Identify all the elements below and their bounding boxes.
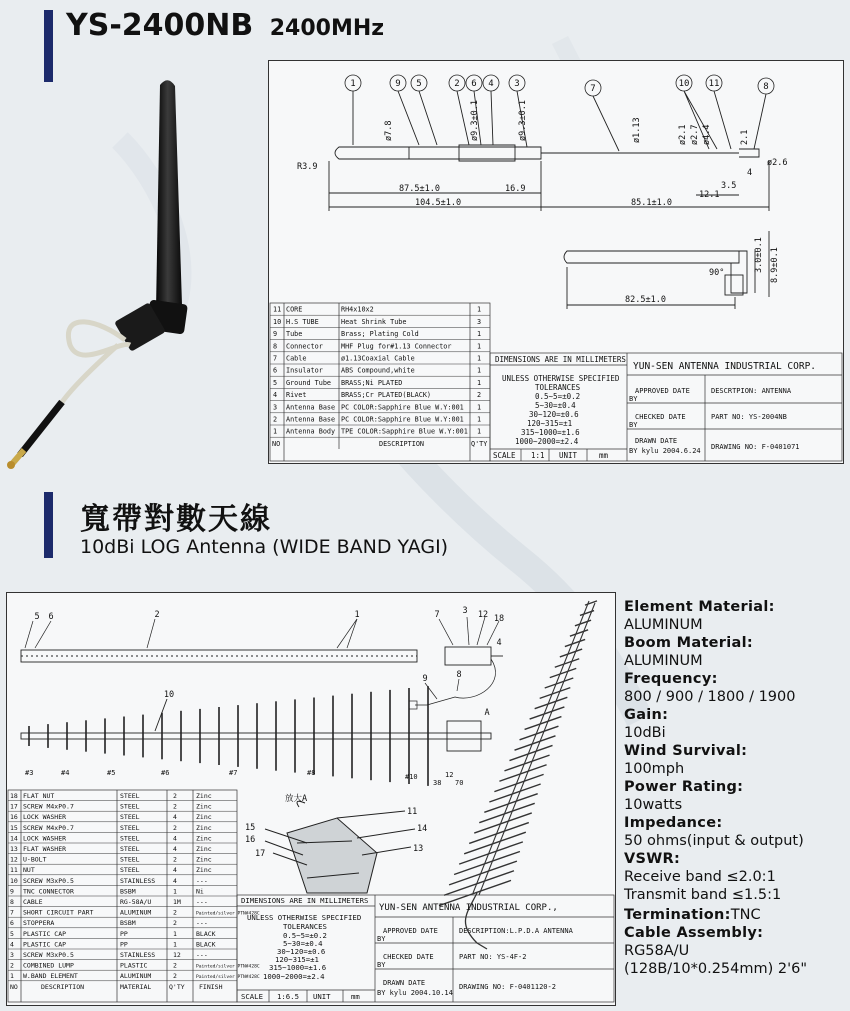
bom2-header-mat: MATERIAL (120, 982, 152, 991)
balloon-1b: 1 (354, 610, 360, 620)
bom2-row-finish: Zinc (196, 845, 212, 853)
bom1-row-part: H.S TUBE (286, 317, 319, 326)
bom2-row-qty: 2 (173, 823, 177, 832)
dim-30: 3.0±0.1 (754, 237, 764, 273)
scale-label-2: SCALE (241, 992, 263, 1001)
dim-d93b: ø9.3±0.1 (518, 100, 528, 141)
bom2-row-mat: STEEL (120, 823, 140, 832)
balloon-11: 11 (708, 79, 720, 89)
bom1-row-part: Cable (286, 354, 307, 363)
bom1-row-desc: ø1.13Coaxial Cable (341, 354, 415, 363)
balloon-18b: 18 (493, 614, 505, 624)
bom2-row-mat: STEEL (120, 845, 140, 853)
dim-e7: #7 (229, 769, 238, 777)
bom2-row-part: PLASTIC CAP (23, 940, 67, 949)
checked-label-1: CHECKED DATE (635, 413, 686, 421)
spec-value: 10dBi (624, 725, 666, 741)
balloon-6b: 6 (48, 612, 54, 622)
bom1-row-desc: ABS Compound,white (341, 366, 415, 375)
dim-169: 16.9 (505, 184, 526, 194)
bom2-row-mat: ALUMINUM (120, 908, 152, 917)
bom1-row-qty: 1 (477, 427, 482, 436)
dim-e4: #4 (61, 769, 70, 777)
bom1-row-qty: 1 (477, 342, 482, 351)
tol2-2: 5~30=±0.4 (283, 939, 323, 948)
tol-sub-1: TOLERANCES (535, 383, 581, 392)
bom2-row-finish: --- (196, 951, 208, 959)
bom2-row-qty: 1M (173, 898, 181, 906)
dim-e3: #3 (25, 769, 34, 777)
drawing-lpda (6, 592, 616, 1006)
bom2-row-finish: Painted/silver PTN#428C (196, 964, 260, 970)
bom1-row-qty: 1 (477, 305, 482, 314)
bom2-row-no: 13 (10, 845, 18, 853)
dim-89: 8.9±0.1 (770, 247, 780, 283)
unit-value-1: mm (599, 451, 609, 460)
spec-value: (128B/10*0.254mm) 2'6" (624, 961, 807, 977)
unit-label-1: UNIT (559, 451, 578, 460)
bom2-header-qty: Q'TY (169, 982, 185, 991)
drawn-by-2: BY kylu 2004.10.14 (377, 989, 453, 997)
bom2-row-part: SHORT CIRCUIT PART (23, 908, 94, 917)
bom2-row-part: SCREW M3xP0.5 (23, 951, 74, 959)
balloon-12b: 12 (477, 610, 489, 620)
bom1-row-part: Rivet (286, 391, 307, 400)
balloon-8b: 8 (456, 670, 462, 680)
dim-e8: #8 (307, 769, 316, 777)
bom2-row-mat: STEEL (120, 802, 140, 811)
bom2-row-finish: Ni (196, 887, 204, 896)
checked-by-2: BY (377, 961, 386, 969)
scale-value-1: 1:1 (531, 451, 545, 460)
bom2-row-no: 11 (10, 866, 18, 875)
bom2-row-no: 1 (10, 972, 14, 981)
dim-1045: 104.5±1.0 (415, 198, 462, 208)
spec-label: VSWR: (624, 851, 681, 867)
tol-1: 0.5~5=±0.2 (535, 392, 581, 401)
unit-label-2: UNIT (313, 992, 331, 1001)
balloon-8: 8 (763, 82, 769, 92)
bom2-row-part: FLAT NUT (23, 792, 55, 800)
bom2-row-part: TNC CONNECTOR (23, 887, 74, 896)
dim-d113: ø1.13 (632, 117, 642, 143)
bom2-row-qty: 2 (173, 792, 177, 800)
balloon-4: 4 (488, 79, 494, 89)
bom2-row-no: 8 (10, 898, 14, 906)
bom1-row-desc: PC COLOR:Sapphire Blue W.Y:001 (341, 415, 464, 424)
tol-title-1: UNLESS OTHERWISE SPECIFIED (502, 374, 620, 383)
balloon-2: 2 (454, 79, 460, 89)
bom2-row-part: LOCK WASHER (23, 813, 67, 822)
dim-4: 4 (747, 168, 753, 178)
bom1-row-part: Connector (286, 342, 323, 351)
bom1-row-part: Antenna Body (286, 427, 336, 436)
bom2-row-qty: 4 (173, 834, 177, 843)
bom1-row-no: 5 (273, 378, 278, 387)
bom2-row-qty: 4 (173, 813, 177, 822)
spec-list (624, 598, 846, 978)
dim-121: 12.1 (699, 190, 720, 200)
dim-21: 2.1 (740, 129, 750, 145)
bom2-row-finish: Zinc (196, 802, 212, 811)
dim-851: 85.1±1.0 (631, 198, 672, 208)
dim-e5: #5 (107, 769, 116, 777)
bom2-row-qty: 4 (173, 866, 177, 875)
balloon-10: 10 (678, 79, 690, 89)
spec-value: 800 / 900 / 1800 / 1900 (624, 689, 796, 705)
spec-label: Power Rating: (624, 779, 744, 795)
tol-6: 1000~2000=±2.4 (515, 437, 579, 446)
section1-model-title (66, 8, 384, 43)
bom1-row-no: 4 (273, 391, 278, 400)
spec-label: Frequency: (624, 671, 718, 687)
balloon-13b: 13 (413, 844, 424, 854)
balloon-2b: 2 (154, 610, 160, 620)
bom1-row-part: CORE (286, 305, 303, 314)
bom1-row-desc: Brass; Plating Cold (341, 330, 419, 339)
bom2-row-qty: 1 (173, 929, 177, 938)
bom2-row-mat: PP (120, 940, 128, 949)
bom2-row-finish: Zinc (196, 813, 212, 822)
bom2-row-part: STOPPERA (23, 919, 55, 928)
bom2-row-mat: BSBM (120, 919, 136, 928)
part-no-2: PART NO: YS-4F-2 (459, 953, 527, 961)
bom1-header-desc: DESCRIPTION (379, 440, 425, 449)
bom2-row-mat: STEEL (120, 813, 140, 822)
dim-70: 70 (455, 779, 464, 787)
spec-value: 10watts (624, 797, 683, 813)
label-A: A (484, 708, 490, 718)
checked-by-1: BY (629, 421, 638, 429)
bom2-header-no: NO (10, 982, 18, 991)
bom2-row-no: 12 (10, 855, 18, 864)
spec-value: RG58A/U (624, 943, 690, 959)
drawing-ys2400nb (268, 60, 844, 464)
dim-d26: ø2.6 (767, 158, 788, 168)
bom2-row-no: 14 (10, 834, 18, 843)
scale-label-1: SCALE (493, 451, 516, 460)
bom1-row-part: Insulator (286, 366, 323, 375)
bom2-row-qty: 4 (173, 876, 177, 885)
bom1-row-desc: BRASS;Cr PLATED(BLACK) (341, 391, 432, 400)
bom2-row-no: 4 (10, 940, 14, 949)
bom2-row-finish: BLACK (196, 940, 216, 949)
bom1-row-desc: PC COLOR:Sapphire Blue W.Y:001 (341, 403, 464, 412)
bom1-row-qty: 3 (477, 317, 482, 326)
checked-label-2: CHECKED DATE (383, 953, 434, 961)
dim-35: 3.5 (721, 181, 737, 191)
tol2-3: 30~120=±0.6 (277, 947, 326, 956)
tol2-6: 1000~2000=±2.4 (263, 972, 325, 981)
drawn-by-1: BY kylu 2004.6.24 (629, 447, 701, 455)
dims-note-1: DIMENSIONS ARE IN MILLIMETERS (495, 355, 626, 364)
bom2-row-no: 9 (10, 887, 14, 896)
bom2-row-finish: Painted/silver PTN#428C (196, 975, 260, 981)
tol-sub-2: TOLERANCES (283, 922, 327, 931)
bom1-row-no: 1 (273, 427, 278, 436)
company-name-2: YUN-SEN ANTENNA INDUSTRIAL CORP., (379, 903, 558, 913)
bom2-row-no: 16 (10, 813, 18, 822)
balloon-16b: 16 (245, 835, 256, 845)
balloon-11b: 11 (407, 807, 418, 817)
bom2-row-no: 7 (10, 908, 14, 917)
balloon-5: 5 (416, 79, 422, 89)
bom2-row-no: 5 (10, 929, 14, 938)
bom1-row-desc: BRASS;Ni PLATED (341, 378, 403, 387)
bom1-row-part: Antenna Base (286, 403, 336, 412)
bom1-row-no: 2 (273, 415, 278, 424)
dim-e6: #6 (161, 769, 170, 777)
spec-value: ALUMINUM (624, 617, 703, 633)
balloon-6: 6 (471, 79, 477, 89)
dim-875: 87.5±1.0 (399, 184, 440, 194)
spec-label: Boom Material: (624, 635, 753, 651)
dim-d21: ø2.1 (678, 124, 688, 145)
tol-4: 120~315=±1 (527, 419, 573, 428)
dim-12: 12 (445, 771, 454, 779)
bom1-row-desc: RH4x10x2 (341, 305, 374, 314)
balloon-15b: 15 (245, 823, 256, 833)
drawn-label-1: DRAWN DATE (635, 437, 678, 445)
bom2-row-part: COMBINED LUMP (23, 961, 74, 970)
bom2-row-finish: --- (196, 876, 208, 885)
bom2-row-qty: 2 (173, 855, 177, 864)
dim-r39: R3.9 (297, 162, 318, 172)
bom2-row-mat: ALUMINUM (120, 972, 152, 981)
drawing-no-2: DRAWING NO: F-0401120-2 (459, 983, 556, 991)
bom2-row-part: SCREW M4xP0.7 (23, 823, 74, 832)
bom2-row-finish: Painted/silver PTN#428C (196, 911, 260, 917)
bom2-row-qty: 2 (173, 972, 177, 981)
approved-label-1: APPROVED DATE (635, 387, 690, 395)
bom2-row-mat: STEEL (120, 855, 140, 864)
bom1-row-qty: 1 (477, 354, 482, 363)
description-2: DESCRIPTION:L.P.D.A ANTENNA (459, 927, 573, 935)
bom2-row-mat: STEEL (120, 834, 140, 843)
bom2-row-finish: --- (196, 898, 208, 906)
bom1-row-no: 11 (273, 305, 282, 314)
scale-value-2: 1:6.5 (277, 992, 299, 1001)
spec-label: Termination: (624, 907, 731, 923)
bom2-row-finish: BLACK (196, 929, 216, 938)
bom1-row-qty: 1 (477, 366, 482, 375)
bom1-row-no: 6 (273, 366, 278, 375)
balloon-7b: 7 (434, 610, 440, 620)
bom2-row-part: W.BAND ELEMENT (23, 972, 78, 981)
bom2-row-qty: 12 (173, 951, 181, 959)
bom2-row-qty: 1 (173, 940, 177, 949)
dim-e10: #10 (405, 773, 418, 781)
unit-value-2: mm (351, 992, 360, 1001)
approved-by-2: BY (377, 935, 386, 943)
drawn-label-2: DRAWN DATE (383, 979, 426, 987)
bom1-header-no: NO (272, 440, 281, 449)
part-no-1: PART NO: YS-2004NB (711, 413, 787, 421)
bom2-row-finish: Zinc (196, 823, 212, 832)
tol-title-2: UNLESS OTHERWISE SPECIFIED (247, 913, 362, 922)
spec-value: Receive band ≤2.0:1 (624, 869, 776, 885)
bom2-row-no: 15 (10, 823, 18, 832)
bom1-row-no: 8 (273, 342, 278, 351)
bom2-row-finish: Zinc (196, 866, 212, 875)
tol-3: 30~120=±0.6 (529, 410, 579, 419)
description-1: DESCRTPION: ANTENNA (711, 387, 792, 395)
bom1-row-desc: TPE COLOR:Sapphire Blue W.Y:001 (341, 427, 468, 436)
bom2-row-finish: --- (196, 919, 208, 928)
dim-d44: ø4.4 (702, 124, 712, 145)
bom2-row-mat: BSBM (120, 887, 136, 896)
balloon-9b: 9 (422, 674, 428, 684)
balloon-17b: 17 (255, 849, 266, 859)
bom1-row-qty: 1 (477, 415, 482, 424)
bom1-header-qty: Q'TY (471, 440, 488, 449)
spec-value: Transmit band ≤1.5:1 (624, 887, 782, 903)
bom2-row-part: SCREW M3xP0.5 (23, 876, 74, 885)
spec-label: Cable Assembly: (624, 925, 764, 941)
section2-title-en: 10dBi LOG Antenna (WIDE BAND YAGI) (80, 536, 449, 558)
bom2-row-no: 6 (10, 919, 14, 928)
section2-title-cn: 寬帶對數天線 (80, 502, 272, 537)
bom2-row-qty: 2 (173, 908, 177, 917)
spec-value: 100mph (624, 761, 685, 777)
tol2-5: 315~1000=±1.6 (269, 963, 327, 972)
bom2-row-finish: Zinc (196, 792, 212, 800)
bom2-row-mat: STEEL (120, 866, 140, 875)
bom1-row-qty: 2 (477, 391, 482, 400)
bom2-row-no: 10 (10, 876, 18, 885)
bom1-row-no: 10 (273, 317, 282, 326)
dim-d93a: ø9.3±0.1 (470, 100, 480, 141)
tol-2: 5~30=±0.4 (535, 401, 576, 410)
bom1-row-qty: 1 (477, 378, 482, 387)
bom1-row-no: 3 (273, 403, 278, 412)
bom1-row-no: 9 (273, 330, 278, 339)
tol-5: 315~1000=±1.6 (521, 428, 580, 437)
bom2-header-desc: DESCRIPTION (41, 982, 85, 991)
bom2-row-mat: STEEL (120, 792, 140, 800)
antenna-photo (0, 70, 270, 480)
bom1-row-no: 7 (273, 354, 278, 363)
spec-value: ALUMINUM (624, 653, 703, 669)
spec-value: 50 ohms(input & output) (624, 833, 804, 849)
spec-item (624, 904, 846, 924)
bom2-row-finish: Zinc (196, 834, 212, 843)
bom2-row-qty: 2 (173, 919, 177, 928)
bom2-row-part: CABLE (23, 898, 43, 906)
bom2-row-part: PLASTIC CAP (23, 929, 67, 938)
balloon-4b: 4 (496, 638, 502, 648)
dim-38: 38 (433, 779, 442, 787)
bom1-row-part: Ground Tube (286, 378, 332, 387)
bom2-row-part: LOCK WASHER (23, 834, 67, 843)
balloon-10b: 10 (163, 690, 175, 700)
bom2-row-finish: Zinc (196, 855, 212, 864)
bom2-row-qty: 2 (173, 802, 177, 811)
bom2-row-qty: 1 (173, 887, 177, 896)
tol2-1: 0.5~5=±0.2 (283, 931, 327, 940)
balloon-3: 3 (514, 79, 520, 89)
bom2-row-mat: PP (120, 929, 128, 938)
bom2-row-no: 2 (10, 961, 14, 970)
bom1-row-part: Tube (286, 330, 303, 339)
bom2-row-part: U-BOLT (23, 855, 47, 864)
spec-label: Impedance: (624, 815, 723, 831)
bom2-row-mat: STAINLESS (120, 876, 156, 885)
bom1-row-desc: Heat Shrink Tube (341, 317, 407, 326)
spec-label: Element Material: (624, 599, 775, 615)
bom2-row-part: NUT (23, 866, 35, 875)
bom2-row-no: 3 (10, 951, 14, 959)
balloon-1: 1 (350, 79, 356, 89)
bom2-row-no: 18 (10, 792, 18, 800)
company-name-1: YUN-SEN ANTENNA INDUSTRIAL CORP. (633, 361, 817, 372)
bom1-row-qty: 1 (477, 403, 482, 412)
dim-90deg: 90° (709, 268, 725, 278)
model-name: YS-2400NB (66, 8, 254, 43)
balloon-7: 7 (590, 84, 596, 94)
dim-d27: ø2.7 (690, 124, 700, 145)
spec-label: Wind Survival: (624, 743, 748, 759)
balloon-5b: 5 (34, 612, 40, 622)
bom2-row-qty: 2 (173, 961, 177, 970)
bom2-row-qty: 4 (173, 845, 177, 853)
zoom-label: 放大A (285, 794, 308, 804)
bom2-row-part: FLAT WASHER (23, 845, 67, 853)
section2-title-bar (44, 492, 53, 558)
bom1-row-qty: 1 (477, 330, 482, 339)
dim-825: 82.5±1.0 (625, 295, 666, 305)
spec-value: TNC (730, 907, 761, 923)
balloon-9: 9 (395, 79, 401, 89)
tol2-4: 120~315=±1 (275, 955, 319, 964)
bom2-header-finish: FINISH (199, 982, 223, 991)
balloon-3b: 3 (462, 606, 468, 616)
balloon-14b: 14 (417, 824, 428, 834)
bom2-row-mat: RG-58A/U (120, 898, 152, 906)
model-frequency: 2400MHz (269, 16, 385, 41)
dim-d78: ø7.8 (384, 120, 394, 141)
bom2-row-mat: STAINLESS (120, 951, 156, 959)
drawing-no-1: DRAWING NO: F-0401071 (711, 443, 800, 451)
approved-by-1: BY (629, 395, 638, 403)
bom2-row-part: SCREW M4xP0.7 (23, 802, 74, 811)
bom1-row-desc: MHF Plug for#1.13 Connector (341, 342, 452, 351)
spec-label: Gain: (624, 707, 669, 723)
approved-label-2: APPROVED DATE (383, 927, 438, 935)
dims-note-2: DIMENSIONS ARE IN MILLIMETERS (241, 896, 369, 905)
bom1-row-part: Antenna Base (286, 415, 336, 424)
bom2-row-no: 17 (10, 802, 18, 811)
bom2-row-mat: PLASTIC (120, 961, 148, 970)
